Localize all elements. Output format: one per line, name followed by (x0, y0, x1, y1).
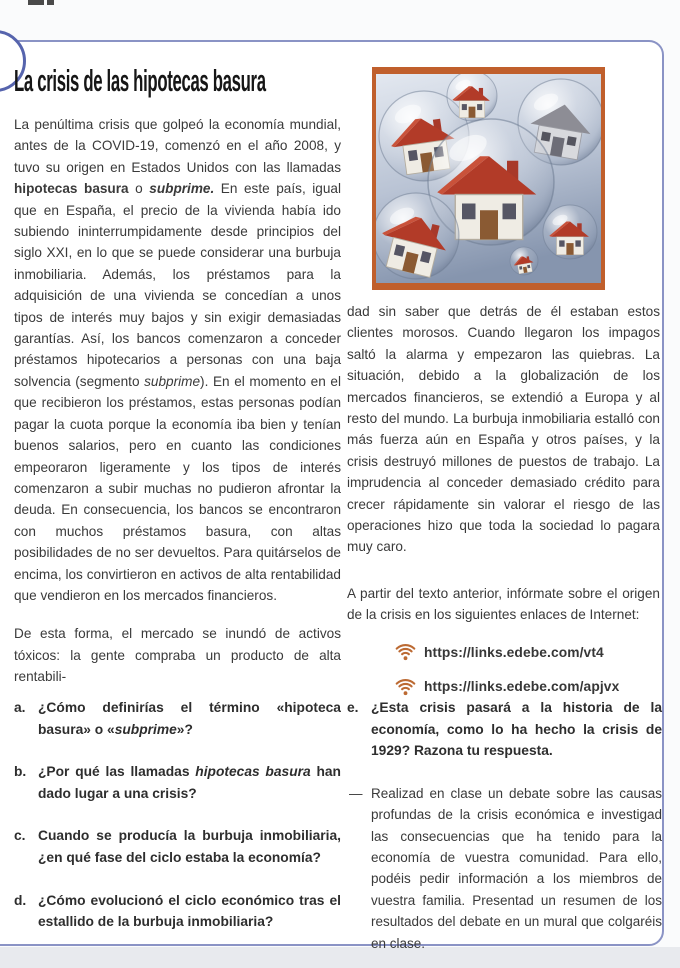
question-d (14, 890, 341, 933)
question-text: ¿Cómo evolucionó el ciclo económico tras el estallido de la burbuja inmobiliaria? (38, 892, 341, 930)
paragraph: A partir del texto anterior, infórmate sobre el origen de la crisis en los siguientes enlaces de Internet: (347, 585, 660, 623)
question-text: Cuando se producía la burbuja inmobiliaria, ¿en qué fase del ciclo estaba la economía? (38, 828, 341, 865)
wifi-icon (395, 643, 416, 661)
questions-column-left (14, 697, 341, 954)
paragraph: dad sin saber que detrás de él estaban estos clientes morosos. Cuando llegaron los impagos saltó la alarma y empezaron las quiebras. La situación, debido a la globalización de los mercados financieros, se extendió a Europa y al resto del mundo. La burbuja inmobiliaria estalló con más fuerza aún en España y otros países, y la crisis destruyó millones de puestos de trabajo. La imprudencia al conceder demasiado crédito para crecer rápidamente sin valorar el riesgo de las operaciones hizo que toda la sociedad lo pagara muy caro. (347, 304, 660, 555)
question-a (14, 697, 341, 740)
cropped-text-fragment (28, 0, 68, 6)
article-right-column (347, 301, 660, 711)
bubble-house (543, 205, 597, 259)
bubble-house (447, 74, 497, 121)
question-c (14, 825, 341, 868)
link-row[interactable] (395, 676, 660, 697)
article-left-column (14, 114, 341, 688)
question-letter: c. (14, 828, 26, 844)
question-text: ¿Por qué las llamadas hipotecas basura han dado lugar a una crisis? (38, 764, 341, 801)
question-letter: e. (347, 700, 359, 715)
question-text: ¿Cómo definirías el término «hipoteca basura» o «subprime»? (38, 700, 341, 737)
housing-bubbles-image (372, 67, 605, 290)
internet-links (347, 642, 660, 698)
question-text: ¿Esta crisis pasará a la historia de la economía, como lo ha hecho la crisis de 1929? Razona tu respuesta. (371, 700, 662, 759)
activity-text: Realizad en clase un debate sobre las causas profundas de la crisis económica e investigad las consecuencias que ha tenido para la economía de vuestra comunidad. Para ello, podéis pedir información a los miembros de vuestra familia. Presentad un resumen de los resultados del debate en un mural que colgaréis en clase. (371, 785, 662, 951)
questions-column-right (347, 697, 662, 954)
bubble-house (376, 193, 459, 280)
dash-marker: — (349, 785, 363, 801)
wifi-icon (395, 678, 416, 696)
paragraph: De esta forma, el mercado se inundó de activos tóxicos: la gente compraba un producto de alta rentabili- (14, 626, 341, 685)
question-letter: a. (14, 700, 26, 715)
link-url: https://links.edebe.com/vt4 (424, 644, 604, 660)
question-letter: b. (14, 764, 27, 780)
link-url: https://links.edebe.com/apjvx (424, 679, 620, 695)
bubble-house (510, 247, 538, 275)
link-row[interactable] (395, 642, 660, 663)
question-letter: d. (14, 892, 27, 908)
question-e (347, 697, 662, 762)
question-b (14, 761, 341, 804)
activity-dash-item (349, 783, 662, 954)
paragraph: La penúltima crisis que golpeó la economía mundial, antes de la COVID-19, comenzó en el año 2008, y tuvo su origen en Estados Unidos con las llamadas hipotecas basura o subprime. En este país, igual que en España, el precio de la vivienda había ido subiendo ininterrumpidamente desde principios del siglo XXI, en lo que se puede considerar una burbuja inmobiliaria. Además, los préstamos para la adquisición de una vivienda se concedían a unos tipos de interés muy bajos y sin exigir demasiadas garantías. Así, los bancos comenzaron a conceder préstamos hipotecarios a personas con una baja solvencia (segmento subprime). En el momento en el que recibieron los préstamos, estas personas podían pagar la cuota porque la economía iba bien y tenían buenos salarios, pero en cuanto las condiciones empeoraron ligeramente y los tipos de interés comenzaron a subir muchas no pudieron afrontar la deuda. En consecuencia, los bancos se encontraron con muchos préstamos basura, con altas posibilidades de no ser devueltos. Para quitárselos de encima, los convirtieron en activos de alta rentabilidad que vendieron en los mercados financieros. (14, 117, 341, 603)
housing-bubbles-illustration (376, 74, 601, 283)
page-title: La crisis de las hipotecas basura (14, 63, 266, 98)
